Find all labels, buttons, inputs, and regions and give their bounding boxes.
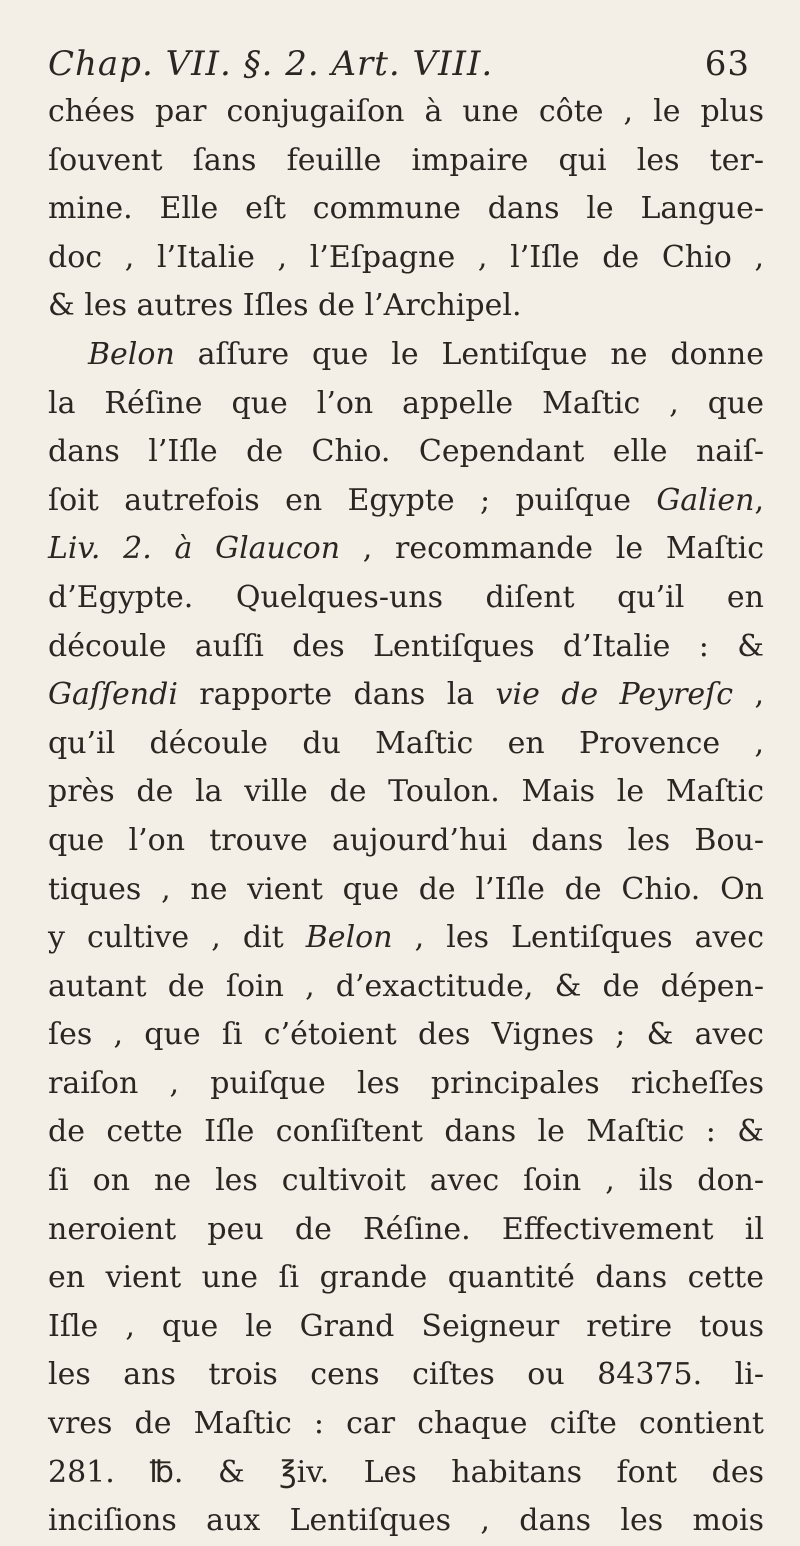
text-line: Belon aſſure que le Lentiſque ne donne bbox=[88, 336, 764, 372]
text-line: ſouvent ſans feuille impaire qui les ter- bbox=[48, 142, 764, 178]
text-line: Liv. 2. à Glaucon , recommande le Maſtic bbox=[48, 531, 764, 567]
text-line: les ans trois cens ciſtes ou 84375. li- bbox=[48, 1357, 764, 1393]
text-line: découle auſſi des Lentiſques d’Italie : & bbox=[48, 628, 764, 664]
text-line: en vient une ſi grande quantité dans cette bbox=[48, 1260, 764, 1296]
text-line: y cultive , dit Belon , les Lentiſques avec bbox=[48, 920, 764, 956]
running-title: Chap. VII. §. 2. Art. VIII. bbox=[48, 44, 494, 84]
running-header bbox=[48, 40, 764, 88]
text-line: près de la ville de Toulon. Mais le Maſtic bbox=[48, 774, 764, 810]
text-line: vres de Maſtic : car chaque ciſte contient bbox=[48, 1406, 764, 1442]
text-line: chées par conjugaiſon à une côte , le plus bbox=[48, 94, 764, 129]
text-line: raiſon , puiſque les principales richeſſes bbox=[48, 1065, 764, 1101]
text-line: 281. ℔. & ℥iv. Les habitans font des bbox=[48, 1454, 764, 1490]
text-line: dans l’Iſle de Chio. Cependant elle naiſ- bbox=[48, 434, 764, 470]
text-line: tiques , ne vient que de l’Iſle de Chio. On bbox=[48, 871, 764, 907]
text-line: inciſions aux Lentiſques , dans les mois bbox=[48, 1503, 764, 1539]
text-line: & les autres Iſles de l’Archipel. bbox=[48, 288, 522, 324]
text-line: la Réſine que l’on appelle Maſtic , que bbox=[48, 385, 764, 421]
body-text bbox=[48, 88, 764, 1546]
text-line: Gaſſendi rapporte dans la vie de Peyreſc , bbox=[48, 677, 764, 713]
text-line: d’Egypte. Quelques-uns diſent qu’il en bbox=[48, 579, 764, 615]
text-line: qu’il découle du Maſtic en Provence , bbox=[48, 725, 764, 761]
text-line: que l’on trouve aujourd’hui dans les Bou- bbox=[48, 822, 764, 858]
text-line: ſi on ne les cultivoit avec ſoin , ils don- bbox=[48, 1163, 764, 1199]
text-line: mine. Elle eſt commune dans le Langue- bbox=[48, 191, 764, 227]
text-line: de cette Iſle conſiſtent dans le Maſtic : & bbox=[48, 1114, 764, 1150]
text-line: ſoit autrefois en Egypte ; puiſque Galien, bbox=[48, 482, 764, 518]
text-line: doc , l’Italie , l’Eſpagne , l’Iſle de Chio , bbox=[48, 239, 764, 275]
text-line: Iſle , que le Grand Seigneur retire tous bbox=[48, 1308, 764, 1344]
text-line: neroient peu de Réſine. Effectivement il bbox=[48, 1211, 764, 1247]
text-line: autant de ſoin , d’exactitude, & de dépen- bbox=[48, 968, 764, 1004]
text-line: ſes , que ſi c’étoient des Vignes ; & avec bbox=[48, 1017, 764, 1053]
page-number: 63 bbox=[704, 44, 750, 84]
